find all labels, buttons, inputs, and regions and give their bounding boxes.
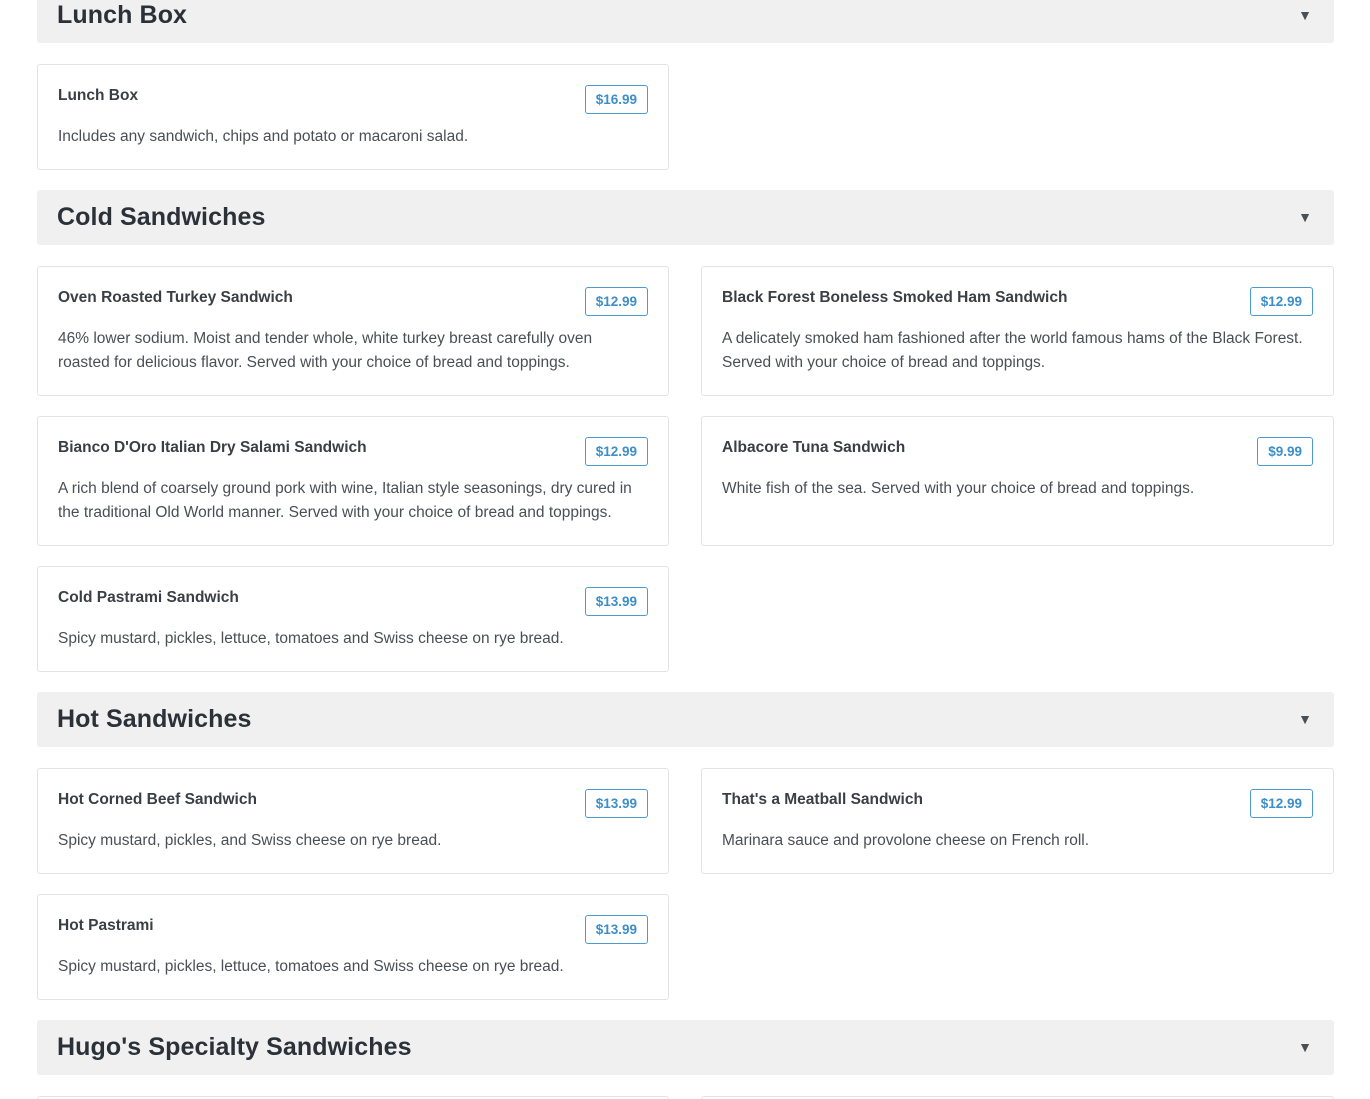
item-name: Cold Pastrami Sandwich [58, 589, 239, 606]
price-badge[interactable]: $13.99 [585, 915, 648, 944]
menu-item-card[interactable] [701, 768, 1334, 874]
section-title: Hot Sandwiches [57, 705, 252, 733]
item-description: Spicy mustard, pickles, lettuce, tomatoes and Swiss cheese on rye bread. [58, 958, 564, 975]
item-name: Hot Pastrami [58, 917, 154, 934]
price-badge[interactable]: $16.99 [585, 85, 648, 114]
item-description: A delicately smoked ham fashioned after the world famous hams of the Black Forest. Served with your choice of bread and toppings. [722, 330, 1303, 371]
menu-item-card[interactable] [37, 416, 669, 546]
item-description: Marinara sauce and provolone cheese on French roll. [722, 832, 1090, 849]
price-badge[interactable]: $12.99 [585, 287, 648, 316]
chevron-down-icon[interactable]: ▼ [1298, 7, 1312, 23]
section-title: Lunch Box [57, 1, 188, 29]
item-name: Albacore Tuna Sandwich [722, 439, 906, 456]
item-description: A rich blend of coarsely ground pork with wine, Italian style seasonings, dry cured in the traditional Old World manner. Served with your choice of bread and toppings. [58, 480, 632, 521]
menu-item-card[interactable] [701, 266, 1334, 396]
menu-item-card[interactable] [37, 566, 669, 672]
item-name: Lunch Box [58, 87, 139, 104]
price-badge[interactable]: $12.99 [585, 437, 648, 466]
chevron-down-icon[interactable]: ▼ [1298, 209, 1312, 225]
section-title: Hugo's Specialty Sandwiches [57, 1033, 412, 1061]
section-header-hot-sandwiches[interactable] [37, 692, 1334, 747]
item-name: Bianco D'Oro Italian Dry Salami Sandwich [58, 439, 367, 456]
menu-item-card[interactable] [37, 894, 669, 1000]
section-header-cold-sandwiches[interactable] [37, 190, 1334, 245]
price-badge[interactable]: $12.99 [1250, 287, 1313, 316]
section-title: Cold Sandwiches [57, 203, 266, 231]
item-name: Black Forest Boneless Smoked Ham Sandwich [722, 289, 1068, 306]
menu-item-card[interactable] [37, 768, 669, 874]
price-badge[interactable]: $13.99 [585, 587, 648, 616]
item-description: 46% lower sodium. Moist and tender whole, white turkey breast carefully oven roasted for delicious flavor. Served with your choice of bread and toppings. [58, 330, 593, 371]
menu-item-card[interactable] [701, 416, 1334, 546]
item-name: That's a Meatball Sandwich [722, 791, 923, 808]
chevron-down-icon[interactable]: ▼ [1298, 1039, 1312, 1055]
item-name: Hot Corned Beef Sandwich [58, 791, 257, 808]
item-description: Spicy mustard, pickles, and Swiss cheese on rye bread. [58, 832, 442, 849]
item-name: Oven Roasted Turkey Sandwich [58, 289, 293, 306]
item-description: Spicy mustard, pickles, lettuce, tomatoes and Swiss cheese on rye bread. [58, 630, 564, 647]
item-description: Includes any sandwich, chips and potato or macaroni salad. [58, 128, 469, 145]
section-header-hugos-specialty-sandwiches[interactable] [37, 1020, 1334, 1075]
menu-item-card[interactable] [37, 64, 669, 170]
price-badge[interactable]: $9.99 [1257, 437, 1313, 466]
item-description: White fish of the sea. Served with your choice of bread and toppings. [722, 480, 1195, 497]
chevron-down-icon[interactable]: ▼ [1298, 711, 1312, 727]
price-badge[interactable]: $12.99 [1250, 789, 1313, 818]
section-header-lunch-box[interactable] [37, 0, 1334, 43]
price-badge[interactable]: $13.99 [585, 789, 648, 818]
menu-item-card[interactable] [37, 266, 669, 396]
